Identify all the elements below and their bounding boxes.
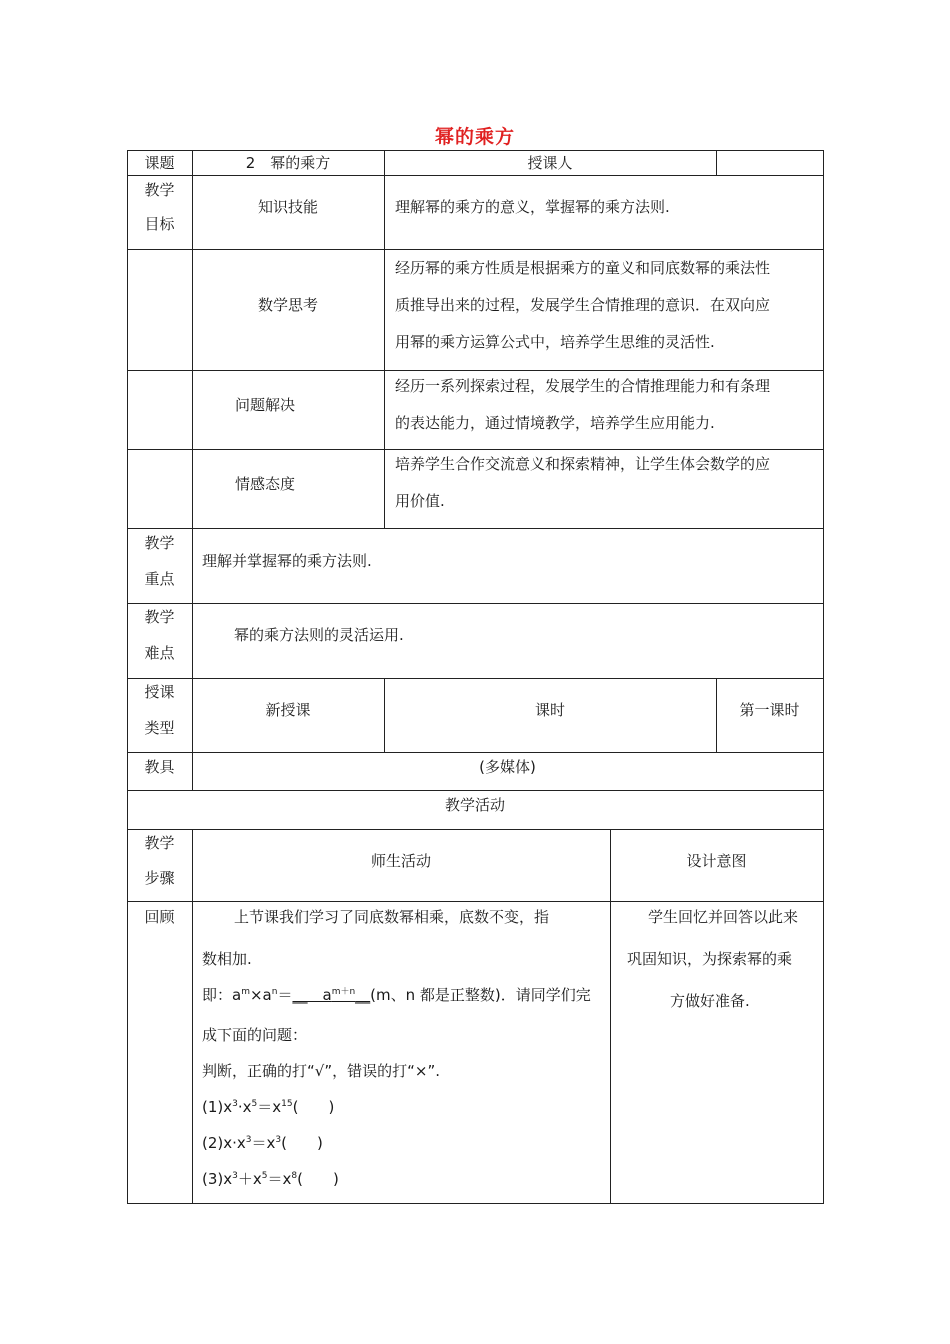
question-1: $(1)x^3\cdot x^5=x^{15}$( )	[202, 1098, 335, 1116]
intent-column-header: 设计意图	[686, 852, 747, 870]
keypoint-label-2: 重点	[144, 570, 175, 588]
difficulty-label-1: 教学	[144, 608, 175, 626]
review-intent-line1: 学生回忆并回答以此来	[648, 908, 799, 926]
review-formula: 即：$a^m\times a^n=\_\_$ $a^{m+n}\_\_(m$、n 都是正整数)．请同学们完	[202, 986, 591, 1004]
activity-header: 教学活动	[444, 796, 505, 814]
topic-label: 课题	[144, 154, 175, 172]
review-cont-line: 成下面的问题：	[202, 1026, 308, 1044]
steps-label-2: 步骤	[144, 869, 175, 887]
objective-thinking-name: 数学思考	[257, 296, 318, 314]
keypoint-label-1: 教学	[144, 534, 175, 552]
objective-emotion-text: 培养学生合作交流意义和探索精神，让学生体会数学的应 用价值.	[395, 455, 771, 510]
review-intro-line2: 数相加.	[202, 950, 252, 968]
activity-column-header: 师生活动	[370, 852, 431, 870]
objectives-label-1: 教学	[144, 181, 175, 199]
teacher-label: 授课人	[527, 154, 573, 172]
tools-label: 教具	[144, 758, 175, 776]
period-label: 课时	[534, 701, 565, 719]
question-3: $(3)x^3+x^5=x^8$( )	[202, 1170, 339, 1188]
objective-thinking-text: 经历幂的乘方性质是根据乘方的童义和同底数幂的乘法性 质推导出来的过程，发展学生合情推理的意识．在双向应 用幂的乘方运算公式中，培养学生思维的灵活性.	[395, 259, 771, 351]
keypoint-text: 理解并掌握幂的乘方法则.	[202, 552, 372, 570]
objectives-label-2: 目标	[144, 215, 175, 233]
topic-value: 2 幂的乘方	[245, 154, 331, 172]
objective-problem-text: 经历一系列探索过程，发展学生的合情推理能力和有条理 的表达能力，通过情境教学，培养学生应用能力.	[395, 377, 771, 432]
review-intent-line2: 巩固知识，为探索幂的乘	[627, 950, 793, 968]
review-judge-line: 判断，正确的打“√”，错误的打“×”.	[202, 1062, 440, 1080]
difficulty-text: 幂的乘方法则的灵活运用.	[234, 626, 404, 644]
steps-label-1: 教学	[144, 834, 175, 852]
objective-knowledge-text: 理解幂的乘方的意义，掌握幂的乘方法则.	[395, 198, 670, 216]
period-value: 第一课时	[739, 701, 800, 719]
lesson-type-label-2: 类型	[144, 719, 175, 737]
objective-knowledge-name: 知识技能	[257, 198, 318, 216]
review-label: 回顾	[144, 908, 175, 926]
difficulty-label-2: 难点	[144, 644, 175, 662]
page-title: 幂的乘方	[434, 126, 515, 148]
tools-value: (多媒体)	[479, 758, 536, 776]
lesson-type-value: 新授课	[265, 701, 311, 719]
formula-answer-blank: __ $a^{m+n}\_\_$	[292, 986, 371, 1004]
lesson-type-label-1: 授课	[144, 683, 175, 701]
question-2: $(2)x\cdot x^3=x^3$( )	[202, 1134, 323, 1152]
review-intent-line3: 方做好准备.	[670, 992, 750, 1010]
objective-emotion-name: 情感态度	[235, 475, 296, 493]
objective-problem-name: 问题解决	[235, 396, 296, 414]
review-intro-line1: 上节课我们学习了同底数幂相乘，底数不变，指	[234, 908, 550, 926]
